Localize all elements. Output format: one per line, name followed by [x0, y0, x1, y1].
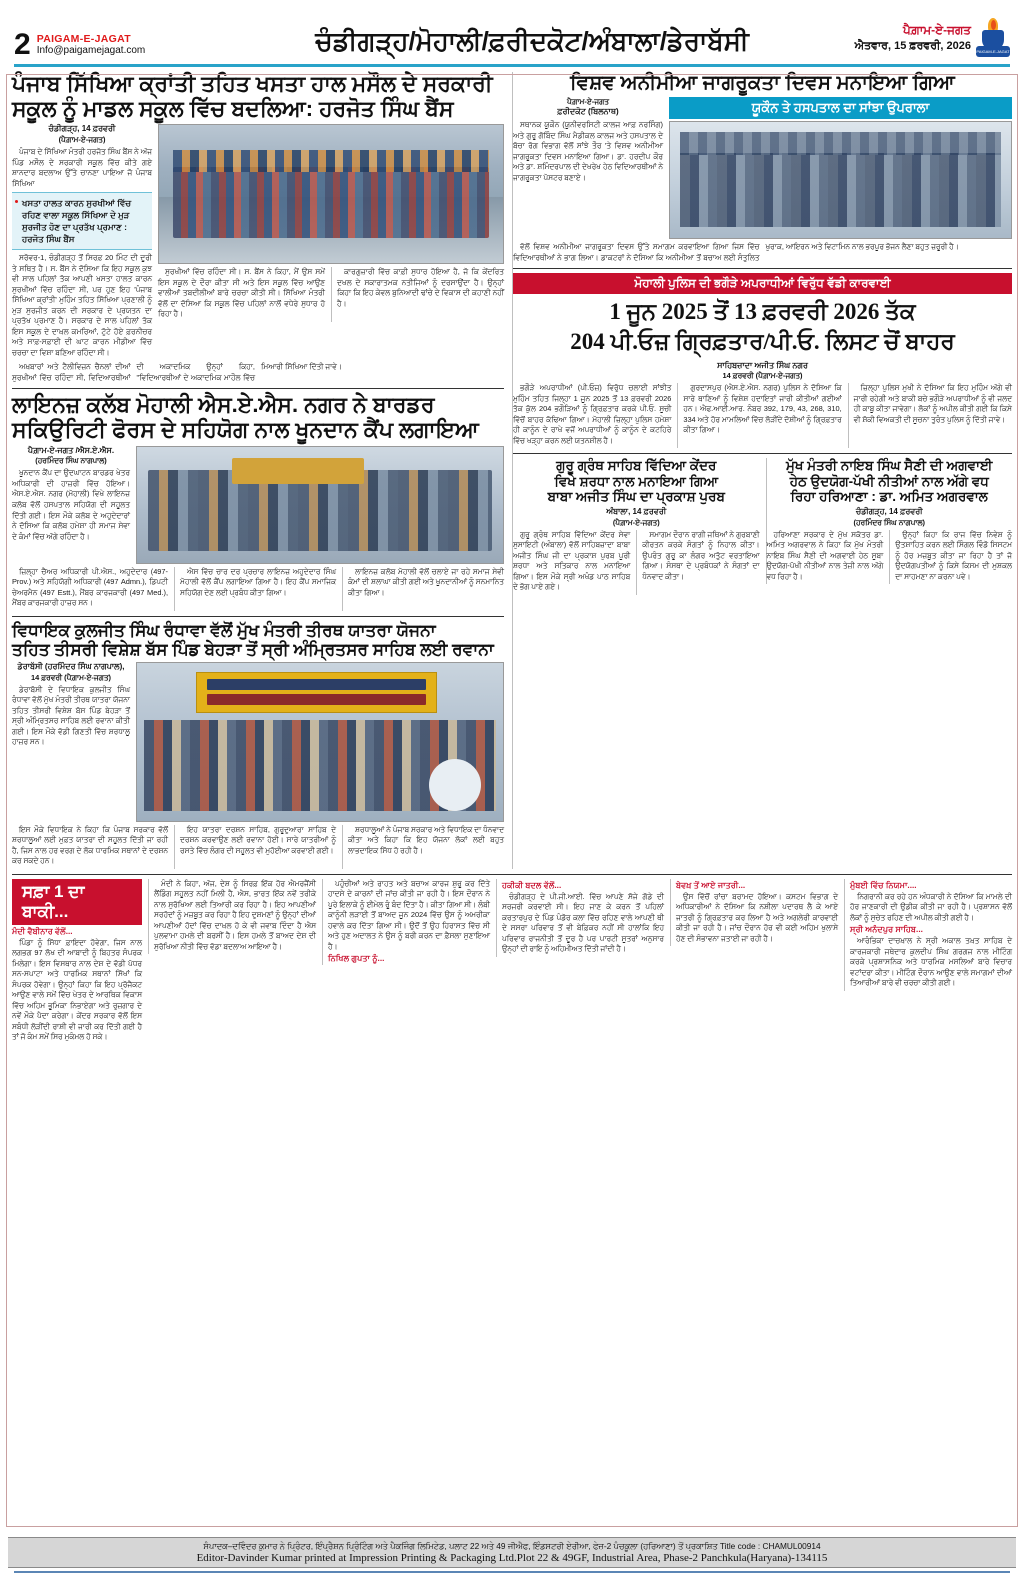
brand-email: Info@paigamejagat.com [36, 44, 146, 56]
story4-body-col1: ਸਥਾਨਕ ਯੂਕੌਨ (ਯੂਨੀਵਰਸਿਟੀ ਕਾਲਜ ਆਫ਼ ਨਰਸਿੰਗ) ਅਤੇ ਗੁਰੂ ਗੋਬਿੰਦ ਸਿੰਘ ਮੈਡੀਕਲ ਕਾਲਜ ਅਤੇ ਹਸਪਤਾਲ ਦੇ ਬੱਚਾ ਰੋਗ ਵਿਭਾਗ ਵੱਲੋਂ ਸਾਂਝੇ ਤੌਰ 'ਤੇ ਵਿਸ਼ਵ ਅਨੀਮੀਆ ਜਾਗਰੂਕਤਾ ਦਿਵਸ ਮਨਾਇਆ ਗਿਆ। ਡਾ. ਹਰਦੀਪ ਕੌਰ ਅਤੇ ਡਾ. ਸ਼ਮਿੰਦਰਪਾਲ ਦੀ ਦੇਖਰੇਖ ਹੇਠ ਵਿਦਿਆਰਥੀਆਂ ਨੇ ਜਾਗਰੂਕਤਾ ਪੋਸਟਰ ਬਣਾਏ। [513, 120, 663, 182]
story1-body-col4: ਅਖ਼ਬਾਰਾਂ ਅਤੇ ਟੈਲੀਵਿਜ਼ਨ ਚੈਨਲਾਂ ਦੀਆਂ ਸੁਰਖੀਆਂ ਵਿੱਚ ਰਹਿੰਦਾ ਸੀ, ਵਿਦਿਆਰਥੀਆਂ ਦੀ ਅਕਾਦਮਿਕ ਉਨ੍ਹਾਂ ਕਿਹਾ, "ਵਿਦਿਆਰਥੀਆਂ ਦੇ ਅਕਾਦਮਿਕ ਮਾਹੌਲ ਵਿੱਚ ਮਿਆਰੀ ਸਿੱਖਿਆ ਦਿੱਤੀ ਜਾਵੇ। [12, 362, 342, 382]
story3-body-col1: ਡੇਰਾਬੱਸੀ ਦੇ ਵਿਧਾਇਕ ਕੁਲਜੀਤ ਸਿੰਘ ਰੰਧਾਵਾ ਵੱਲੋਂ ਮੁੱਖ ਮੰਤਰੀ ਤੀਰਥ ਯਾਤਰਾ ਯੋਜਨਾ ਤਹਿਤ ਤੀਸਰੀ ਵਿਸ਼ੇਸ਼ ਬੱਸ ਪਿੰਡ ਬੇਹੜਾ ਤੋਂ ਸ੍ਰੀ ਅੰਮ੍ਰਿਤਸਰ ਸਾਹਿਬ ਲਈ ਰਵਾਨਾ ਕੀਤੀ ਗਈ। ਇਸ ਮੌਕੇ ਵੱਡੀ ਗਿਣਤੀ ਵਿੱਚ ਸ਼ਰਧਾਲੂ ਹਾਜ਼ਰ ਸਨ। [12, 684, 130, 747]
cont-item-6-text: ਆਰੰਭਿਕਾ ਦਾਚਖ਼ਾਲ ਨੇ ਸ੍ਰੀ ਅਕਾਲ ਤਖ਼ਤ ਸਾਹਿਬ ਦੇ ਕਾਰਜਕਾਰੀ ਜਥੇਦਾਰ ਕੁਲਦੀਪ ਸਿੰਘ ਗਰਗਜ ਨਾਲ ਮੀਟਿੰਗ ਕਰਕੇ ਪ੍ਰਸ਼ਾਸਨਿਕ ਅਤੇ ਧਾਰਮਿਕ ਮਸਲਿਆਂ ਬਾਰੇ ਵਿਚਾਰ ਵਟਾਂਦਰਾ ਕੀਤਾ। ਮੀਟਿੰਗ ਦੌਰਾਨ ਆਉਣ ਵਾਲੇ ਸਮਾਗਮਾਂ ਦੀਆਂ ਤਿਆਰੀਆਂ ਬਾਰੇ ਵੀ ਚਰਚਾ ਕੀਤੀ ਗਈ। [850, 936, 1012, 988]
story1-body-col3: ਕਾਰਗੁਜ਼ਾਰੀ ਵਿੱਚ ਕਾਫ਼ੀ ਸੁਧਾਰ ਹੋਇਆ ਹੈ, ਜੋ ਕਿ ਕੇਂਦਰਿਤ ਦਖਲ ਦੇ ਸਕਾਰਾਤਮਕ ਨਤੀਜਿਆਂ ਨੂੰ ਦਰਸਾਉਂਦਾ ਹੈ। ਉਨ੍ਹਾਂ ਕਿਹਾ ਕਿ ਇਹ ਕੇਵਲ ਬੁਨਿਆਦੀ ਢਾਂਚੇ ਦੇ ਵਿਕਾਸ ਦੀ ਕਹਾਣੀ ਨਹੀਂ ਹੈ। [331, 267, 504, 322]
story3-body-col2: ਇਸ ਮੌਕੇ ਵਿਧਾਇਕ ਨੇ ਕਿਹਾ ਕਿ ਪੰਜਾਬ ਸਰਕਾਰ ਵੱਲੋਂ ਸ਼ਰਧਾਲੂਆਂ ਲਈ ਮੁਫ਼ਤ ਯਾਤਰਾ ਦੀ ਸਹੂਲਤ ਦਿੱਤੀ ਜਾ ਰਹੀ ਹੈ, ਜਿਸ ਨਾਲ ਹਰ ਵਰਗ ਦੇ ਲੋਕ ਧਾਰਮਿਕ ਸਥਾਨਾਂ ਦੇ ਦਰਸ਼ਨ ਕਰ ਸਕਦੇ ਹਨ। [12, 824, 168, 866]
story7-headline-line3: ਰਿਹਾ ਹਰਿਆਣਾ : ਡਾ. ਅਮਿਤ ਅਗਰਵਾਲ [790, 488, 988, 504]
story5-band: ਮੋਹਾਲੀ ਪੁਲਿਸ ਦੀ ਭਗੌੜੇ ਅਪਰਾਧੀਆਂ ਵਿਰੁੱਧ ਵੱਡੀ ਕਾਰਵਾਈ [513, 273, 1012, 294]
story3-body-col3: ਇਹ ਯਾਤਰਾ ਦਰਸ਼ਨ ਸਾਹਿਬ, ਗੁਰੂਦੁਆਰਾ ਸਾਹਿਬ ਦੇ ਦਰਸ਼ਨ ਕਰਵਾਉਣ ਲਈ ਰਵਾਨਾ ਹੋਈ। ਸਾਰੇ ਯਾਤਰੀਆਂ ਨੂੰ ਰਸਤੇ ਵਿੱਚ ਲੰਗਰ ਦੀ ਸਹੂਲਤ ਵੀ ਮੁਹੱਈਆ ਕਰਵਾਈ ਗਈ। [174, 825, 336, 869]
divider-5 [12, 874, 1012, 875]
cont-item-0-text: ਪਿੰਡਾ ਨੂੰ ਸਿੱਧਾ ਫ਼ਾਇਦਾ ਹੋਵੇਗਾ, ਜਿਸ ਨਾਲ ਲਗਭਗ 97 ਲੱਖ ਦੀ ਆਬਾਦੀ ਨੂੰ ਬਿਹਤਰ ਸੰਪਰਕ ਮਿਲੇਗਾ। ਇਸ ਵਿਸਥਾਰ ਨਾਲ ਦੇਸ਼ ਦੇ ਵੱਡੀ ਪੱਧਰ ਸਨ-ਸਪਾਟਾ ਅਤੇ ਧਾਰਮਿਕ ਸਥਾਨਾਂ ਸਿੱਖਾਂ ਕਿ ਸੰਪਰਕ ਹੋਵੇਗਾ। ਉਨ੍ਹਾਂ ਕਿਹਾ ਕਿ ਇਹ ਪ੍ਰੋਜੈਕਟ ਆਉਣ ਵਾਲੇ ਸਮੇਂ ਵਿੱਚ ਖੇਤਰ ਦੇ ਆਰਥਿਕ ਵਿਕਾਸ ਵਿੱਚ ਅਹਿਮ ਭੂਮਿਕਾ ਨਿਭਾਏਗਾ ਅਤੇ ਰੁਜ਼ਗਾਰ ਦੇ ਨਵੇਂ ਮੌਕੇ ਪੈਦਾ ਕਰੇਗਾ। ਕੇਂਦਰ ਸਰਕਾਰ ਵੱਲੋਂ ਇਸ ਸਬੰਧੀ ਲੋੜੀਂਦੀ ਰਾਸ਼ੀ ਵੀ ਜਾਰੀ ਕਰ ਦਿੱਤੀ ਗਈ ਹੈ ਤਾਂ ਜੋ ਕੰਮ ਸਮੇਂ ਸਿਰ ਮੁਕੰਮਲ ਹੋ ਸਕੇ। [12, 937, 142, 1042]
story-punjab-education [12, 72, 504, 383]
story-row-6-7 [513, 458, 1012, 594]
story4-headline: ਵਿਸ਼ਵ ਅਨੀਮੀਆ ਜਾਗਰੂਕਤਾ ਦਿਵਸ ਮਨਾਇਆ ਗਿਆ [570, 72, 955, 94]
masthead-right [760, 18, 1010, 58]
masthead-center [304, 26, 760, 58]
cont-item-3-text: ਚੰਡੀਗੜ੍ਹ ਦੇ ਪੀ.ਜੀ.ਆਈ. ਵਿੱਚ ਆਪਣੇ ਸੱਜੇ ਗੋਡੇ ਦੀ ਸਰਜਰੀ ਕਰਵਾਈ ਸੀ। ਇਹ ਜਾਣ ਕੇ ਕਰਨ ਤੋਂ ਪਹਿਲਾਂ ਕਰਤਾਰਪੁਰ ਦੇ ਪਿੰਡ ਪੰਡੋਰ ਕਲਾ ਵਿੱਚ ਰਹਿਣ ਵਾਲੇ ਆਪਣੀ ਥੀ ਦੇ ਸਸਰਾ ਪਰਿਵਾਰ ਤੋਂ ਵੀ ਬੇਫ਼ਿਕਰ ਨਹੀਂ ਸੀ ਹਾਲਾਂਕਿ ਇਹ ਪਰਿਵਾਰ ਰਾਜਨੀਤੀ ਤੋਂ ਦੂਰ ਹੈ ਪਰ ਪਾਰਟੀ ਸੂਤਰਾਂ ਅਨੁਸਾਰ ਉਨ੍ਹਾਂ ਦੀ ਰਾਇ ਨੂੰ ਅਹਿਮੀਅਤ ਦਿੱਤੀ ਜਾਂਦੀ ਹੈ। [502, 891, 664, 954]
cont-item-1-text: ਮੰਦੀ ਨੇ ਕਿਹਾ, ਅੱਜ, ਦੇਸ਼ ਨੂੰ ਸਿਰਫ਼ ਇੱਕ ਹੋਰ ਐਮਰਜੈਂਸੀ ਲੈਂਡਿੰਗ ਸਹੂਲਤ ਨਹੀਂ ਮਿਲੀ ਹੈ, ਐਸ, ਭਾਰਤ ਇੱਕ ਨਵੇਂ ਤਰੀਕੇ ਨਾਲ ਸੁਰੱਖਿਆ ਲਈ ਤਿਆਰੀ ਕਰ ਰਿਹਾ ਹੈ। ਇਹ ਆਪਣੀਆਂ ਸਰਹੱਦਾਂ ਨੂੰ ਮਜ਼ਬੂਤ ਕਰ ਰਿਹਾ ਹੈ ਇਹ ਦੁਸ਼ਮਣਾਂ ਨੂੰ ਉਨ੍ਹਾਂ ਦੀਆਂ ਆਪਣੀਆਂ ਹੱਦਾਂ ਵਿੱਚ ਦਾਖ਼ਲ ਹੋ ਕੇ ਵੀ ਜਵਾਬ ਦਿੰਦਾ ਹੈ ਐਸ ਪੁਲਵਾਮਾ ਹਮਲੇ ਦੀ ਬਰਸੀਂ ਹੈ। ਇਸ ਹਮਲੇ ਤੋਂ ਬਾਅਦ ਦੇਸ਼ ਦੀ ਸੁਰੱਖਿਆ ਨੀਤੀ ਵਿੱਚ ਵੱਡਾ ਬਦਲਾਅ ਆਇਆ ਹੈ। [154, 878, 316, 951]
story3-dateline-source: 14 ਫ਼ਰਵਰੀ (ਪੈਗ਼ਾਮ-ਏ-ਜਗਤ) [30, 672, 112, 682]
masthead [8, 0, 1016, 62]
story7-headline-line1: ਮੁੱਖ ਮੰਤਰੀ ਨਾਇਬ ਸਿੰਘ ਸੈਣੀ ਦੀ ਅਗਵਾਈ [786, 458, 993, 474]
story2-body-col3: ਐਸ ਵਿੱਚ ਚਾਰ ਦਰ ਪ੍ਰਚਾਰ ਲਾਇਨਜ਼ ਅਹੁਦੇਦਾਰ ਸਿੰਘ ਮੋਹਾਲੀ ਵੱਲੋਂ ਕੈਂਪ ਲਗਾਇਆ ਗਿਆ ਹੈ। ਇਹ ਕੈਂਪ ਸਮਾਜਿਕ ਸਹਿਯੋਗ ਦੇਣ ਲਈ ਪ੍ਰਬੰਧ ਕੀਤਾ ਗਿਆ। [174, 567, 336, 611]
story-haryana-industry-policy [766, 458, 1013, 584]
story-lions-club-blood-camp [12, 393, 504, 610]
story2-photo [136, 446, 504, 564]
story1-body-col2: ਸੁਰਖੀਆਂ ਵਿੱਚ ਰਹਿੰਦਾ ਸੀ। ਸ. ਬੈਂਸ ਨੇ ਕਿਹਾ, ਮੈਂ ਉਸ ਸਮੇਂ ਇਸ ਸਕੂਲ ਦੇ ਦੌਰਾ ਕੀਤਾ ਸੀ ਅਤੇ ਇਸ ਸਕੂਲ ਵਿੱਚ ਆਉਣ ਵਾਲੀਆਂ ਤਬਦੀਲੀਆਂ ਬਾਰੇ ਚਰਚਾ ਕੀਤੀ ਸੀ। ਸਿੱਖਿਆ ਮੰਤਰੀ ਵੱਲੋਂ ਦਾ ਦੱਸਿਆ ਕਿ ਸਕੂਲ ਵਿੱਚ ਪਹਿਲਾਂ ਨਾਲੋਂ ਵਧੇਰੇ ਸੁਧਾਰ ਹੋ ਰਿਹਾ ਹੈ। [158, 267, 325, 319]
edition-line: ਚੰਡੀਗੜ੍ਹ/ਮੋਹਾਲੀ/ਫ਼ਰੀਦਕੋਟ/ਅੰਬਾਲਾ/ਡੇਰਾਬੱਸੀ [315, 26, 749, 56]
story6-headline-line2: ਵਿਖੇ ਸ਼ਰਧਾ ਨਾਲ ਮਨਾਇਆ ਗਿਆ [554, 473, 719, 489]
story5-dateline [513, 361, 1012, 382]
logo-ribbon-text: PAIGAM-E-JAGAT [976, 49, 1010, 54]
story2-body-col4: ਲਾਇਨਜ਼ ਕਲੱਬ ਮੋਹਾਲੀ ਵੱਲੋਂ ਚਲਾਏ ਜਾ ਰਹੇ ਸਮਾਜ ਸੇਵੀ ਕੰਮਾਂ ਦੀ ਸ਼ਲਾਘਾ ਕੀਤੀ ਗਈ ਅਤੇ ਖੂਨਦਾਨੀਆਂ ਨੂੰ ਸਨਮਾਨਿਤ ਕੀਤਾ ਗਿਆ। [342, 567, 504, 611]
cont-item-5-subhead: ਮੁੰਬਈ ਵਿੱਚ ਨਿਯਮਾ.... [850, 880, 917, 890]
story3-headline-line2: ਤਹਿਤ ਤੀਸਰੀ ਵਿਸ਼ੇਸ਼ ਬੱਸ ਪਿੰਡ ਬੇਹੜਾ ਤੋਂ ਸ੍ਰੀ ਅੰਮ੍ਰਿਤਸਰ ਸਾਹਿਬ ਲਈ ਰਵਾਨਾ [12, 639, 494, 659]
story-mohali-police-po-arrests [513, 273, 1012, 448]
story6-dateline [513, 507, 760, 528]
story1-bullet-text: ਖਸਤਾ ਹਾਲਤ ਕਾਰਨ ਸੁਰਖੀਆਂ ਵਿੱਚ ਰਹਿਣ ਵਾਲਾ ਸਕੂਲ ਸਿੱਖਿਆ ਦੇ ਮੁੜ ਸੁਰਜੀਤ ਹੋਣ ਦਾ ਪ੍ਰਤੱਖ ਪ੍ਰਮਾਣ : ਹਰਜੋਤ ਸਿੰਘ ਬੈਂਸ [22, 198, 132, 245]
footer-english: Editor-Davinder Kumar printed at Impression Printing & Packaging Ltd.Plot 22 & 49GF, Industrial Area, Phase-2 Panchkula(Haryana)-134115 [196, 1552, 828, 1564]
story4-body-col2: ਵੱਲੋਂ ਵਿਸ਼ਵ ਅਨੀਮੀਆ ਜਾਗਰੂਕਤਾ ਦਿਵਸ ਉੱਤੇ ਸਮਾਗਮ ਕਰਵਾਇਆ ਗਿਆ ਜਿਸ ਵਿੱਚ ਵਿਦਿਆਰਥੀਆਂ ਨੇ ਭਾਗ ਲਿਆ। ਡਾਕਟਰਾਂ ਨੇ ਦੱਸਿਆ ਕਿ ਅਨੀਮੀਆ ਤੋਂ ਬਚਾਅ ਲਈ ਸੰਤੁਲਿਤ ਖੁਰਾਕ, ਆਇਰਨ ਅਤੇ ਵਿਟਾਮਿਨ ਨਾਲ ਭਰਪੂਰ ਭੋਜਨ ਲੈਣਾ ਬਹੁਤ ਜ਼ਰੂਰੀ ਹੈ। [513, 242, 959, 262]
story1-dateline [12, 124, 152, 145]
story6-body-col1: ਗੁਰੂ ਗ੍ਰੰਥ ਸਾਹਿਬ ਵਿੱਦਿਆ ਕੇਂਦਰ ਸੇਵਾ ਸੁਸਾਇਟੀ (ਅੰਬਾਲਾ) ਵੱਲੋਂ ਸਾਹਿਬਜ਼ਾਦਾ ਬਾਬਾ ਅਜੀਤ ਸਿੰਘ ਜੀ ਦਾ ਪ੍ਰਕਾਸ਼ ਪੁਰਬ ਪੂਰੀ ਸ਼ਰਧਾ ਅਤੇ ਸਤਿਕਾਰ ਨਾਲ ਮਨਾਇਆ ਗਿਆ। ਇਸ ਮੌਕੇ ਸ੍ਰੀ ਅਖੰਡ ਪਾਠ ਸਾਹਿਬ ਦੇ ਭੋਗ ਪਾਏ ਗਏ। [513, 529, 631, 592]
cont-item-2-subhead: ਨਿਖਿਲ ਗੁਪਤਾ ਨੂੰ... [328, 954, 385, 964]
story3-dateline-city: ਡੇਰਾਬੱਸੀ (ਹਰਮਿੰਦਰ ਸਿੰਘ ਨਾਗਪਾਲ), [17, 661, 125, 671]
cont-item-4-subhead: ਬੇਵਖ਼ ਤੋਂ ਆਏ ਜਾਤਰੀ... [676, 880, 746, 890]
story1-highlight-box [12, 192, 152, 250]
story4-band-photo [669, 97, 1012, 239]
story-tirath-yatra-bus [12, 621, 504, 869]
story6-dateline-city: ਅੰਬਾਲਾ, 14 ਫ਼ਰਵਰੀ [606, 506, 667, 516]
story5-big-line1: 1 ਜੂਨ 2025 ਤੋਂ 13 ਫ਼ਰਵਰੀ 2026 ਤੱਕ [609, 299, 916, 325]
story3-dateline [12, 662, 130, 683]
story1-lead: ਪੰਜਾਬ ਦੇ ਸਿੱਖਿਆ ਮੰਤਰੀ ਹਰਜੋਤ ਸਿੰਘ ਬੈਂਸ ਨੇ ਅੱਜ ਪਿੰਡ ਮਸੌਲ ਦੇ ਸਰਕਾਰੀ ਸਕੂਲ ਵਿੱਚ ਕੀਤੇ ਗਏ ਸ਼ਾਨਦਾਰ ਬਦਲਾਅ ਉੱਤੇ ਚਾਨਣਾ ਪਾਇਆ ਜੋ ਪੰਜਾਬ ਸਿੱਖਿਆ [12, 147, 152, 188]
logo-text: ਪੈਗ਼ਾਮ-ਏ-ਜਗਤ [902, 23, 971, 38]
publication-date: ਐਤਵਾਰ, 15 ਫ਼ਰਵਰੀ, 2026 [854, 39, 971, 52]
story5-body-col1: ਭਗੌੜੇ ਅਪਰਾਧੀਆਂ (ਪੀ.ਓਜ਼) ਵਿਰੁੱਧ ਚਲਾਈ ਸਾਂਝੀਤ ਮੁਹਿੰਮ ਤਹਿਤ ਜਿਲ੍ਹਾ 1 ਜੂਨ 2025 ਤੋਂ 13 ਫ਼ਰਵਰੀ 2026 ਤੱਕ ਕੁੱਲ 204 ਭਗੌੜਿਆਂ ਨੂੰ ਗ੍ਰਿਫ਼ਤਾਰ ਕਰਕੇ ਪੀ.ਓ. ਸੂਚੀ ਵਿੱਚੋਂ ਬਾਹਰ ਕੱਢਿਆ ਗਿਆ। ਮੋਹਾਲੀ ਜ਼ਿਲ੍ਹਾ ਪੁਲਿਸ ਹਮੇਸ਼ਾ ਹੀ ਕਾਨੂੰਨ ਦੇ ਰਾਖੇ ਵਜੋਂ ਅਪਰਾਧੀਆਂ ਨੂੰ ਕਾਨੂੰਨ ਦੇ ਕਟਹਿਰੇ ਵਿੱਚ ਖੜ੍ਹਾ ਕਰਨ ਲਈ ਯਤਨਸ਼ੀਲ ਹੈ। [513, 383, 672, 445]
story5-dateline-city: ਸਾਹਿਬਜ਼ਾਦਾ ਅਜੀਤ ਸਿੰਘ ਨਗਰ [717, 360, 808, 370]
story7-body-col1: ਹਰਿਆਣਾ ਸਰਕਾਰ ਦੇ ਮੁੱਖ ਸਕੱਤਰ ਡਾ. ਅਮਿਤ ਅਗਰਵਾਲ ਨੇ ਕਿਹਾ ਕਿ ਮੁੱਖ ਮੰਤਰੀ ਨਾਇਬ ਸਿੰਘ ਸੈਣੀ ਦੀ ਅਗਵਾਈ ਹੇਠ ਸੂਬਾ ਉਦਯੋਗ-ਪੱਖੀ ਨੀਤੀਆਂ ਨਾਲ ਤੇਜ਼ੀ ਨਾਲ ਅੱਗੇ ਵਧ ਰਿਹਾ ਹੈ। [766, 529, 884, 581]
cont-item-6-subhead: ਸ੍ਰੀ ਅਨੰਦਪੁਰ ਸਾਹਿਬ... [850, 925, 923, 935]
brand-name: PAIGAM-E-JAGAT [36, 32, 131, 45]
story2-body-col1: ਖੂਨਦਾਨ ਕੈਂਪ ਦਾ ਉਦਘਾਟਨ ਬਾਰਡਰ ਖੇਤਰ ਅਧਿਕਾਰੀ ਦੀ ਹਾਜ਼ਰੀ ਵਿੱਚ ਹੋਇਆ। ਐਸ.ਏ.ਐਸ. ਨਗਰ (ਮੋਹਾਲੀ) ਵਿਖੇ ਲਾਇਨਜ਼ ਕਲੱਬ ਵੱਲੋਂ ਹਸਪਤਾਲ ਸਹਿਯੋਗ ਦੀ ਸਹੂਲਤ ਦਿੱਤੀ ਗਈ। ਇਸ ਮੌਕੇ ਕਲੱਬ ਦੇ ਅਹੁਦੇਦਾਰਾਂ ਨੇ ਦੱਸਿਆ ਕਿ ਕਲੱਬ ਹਮੇਸ਼ਾ ਹੀ ਸਮਾਜ ਸੇਵਾ ਦੇ ਕੰਮਾਂ ਵਿੱਚ ਅੱਗੇ ਰਹਿੰਦਾ ਹੈ। [12, 468, 130, 541]
continuation-col-2 [148, 879, 316, 955]
story4-subband: ਯੂਕੌਨ ਤੇ ਹਸਪਤਾਲ ਦਾ ਸਾਂਝਾ ਉਪਰਾਲਾ [669, 97, 1012, 119]
story3-headline-line1: ਵਿਧਾਇਕ ਕੁਲਜੀਤ ਸਿੰਘ ਰੰਧਾਵਾ ਵੱਲੋਂ ਮੁੱਖ ਮੰਤਰੀ ਤੀਰਥ ਯਾਤਰਾ ਯੋਜਨਾ [12, 620, 436, 640]
story3-photo-wrap [136, 662, 504, 822]
footer [8, 1537, 1016, 1573]
continuation-col-3 [322, 879, 490, 966]
story5-body-col2: ਗੁਰਦਾਸਪੁਰ (ਐਸ.ਏ.ਐਸ. ਨਗਰ) ਪੁਲਿਸ ਨੇ ਦੱਸਿਆ ਕਿ ਸਾਰੇ ਥਾਣਿਆਂ ਨੂੰ ਵਿਸ਼ੇਸ਼ ਹਦਾਇਤਾਂ ਜਾਰੀ ਕੀਤੀਆਂ ਗਈਆਂ ਹਨ। ਐਫ.ਆਈ.ਆਰ. ਨੰਬਰ 392, 179, 43, 268, 310, 334 ਅਤੇ ਹੋਰ ਮਾਮਲਿਆਂ ਵਿੱਚ ਲੋੜੀਂਦੇ ਦੋਸ਼ੀਆਂ ਨੂੰ ਗ੍ਰਿਫ਼ਤਾਰ ਕੀਤਾ ਗਿਆ। [677, 383, 841, 448]
story4-photo [669, 121, 1012, 239]
story7-headline-line2: ਹੇਠ ਉਦਯੋਗ-ਪੱਖੀ ਨੀਤੀਆਂ ਨਾਲ ਅੱਗੇ ਵਧ [789, 473, 989, 489]
cont-item-4-text: ਉਸ ਵਿੱਚੋਂ ਰਾਂਚਾ ਬਰਾਮਦ ਹੋਇਆ। ਕਸਟਮ ਵਿਭਾਗ ਦੇ ਅਧਿਕਾਰੀਆਂ ਨੇ ਦੱਸਿਆ ਕਿ ਨਸ਼ੀਲਾ ਪਦਾਰਥ ਲੈ ਕੇ ਆਏ ਜਾਤਰੀ ਨੂੰ ਗ੍ਰਿਫ਼ਤਾਰ ਕਰ ਲਿਆ ਹੈ ਅਤੇ ਅਗਲੇਰੀ ਕਾਰਵਾਈ ਕੀਤੀ ਜਾ ਰਹੀ ਹੈ। ਜਾਂਚ ਦੌਰਾਨ ਹੋਰ ਵੀ ਕਈ ਅਹਿਮ ਖੁਲਾਸੇ ਹੋਣ ਦੀ ਸੰਭਾਵਨਾ ਜਤਾਈ ਜਾ ਰਹੀ ਹੈ। [676, 891, 838, 943]
masthead-brand [37, 33, 146, 57]
divider-1 [12, 388, 504, 389]
continuation-col-4 [496, 879, 664, 957]
right-half [512, 72, 1012, 869]
story1-headline-line2: ਸਕੂਲ ਨੂੰ ਮਾਡਲ ਸਕੂਲ ਵਿੱਚ ਬਦਲਿਆ: ਹਰਜੋਤ ਸਿੰਘ ਬੈਂਸ [12, 95, 454, 121]
story6-headline-line3: ਬਾਬਾ ਅਜੀਤ ਸਿੰਘ ਦਾ ਪ੍ਰਕਾਸ਼ ਪੁਰਬ [547, 488, 725, 504]
story4-dateline-source: ਪੈਗ਼ਾਮ-ਏ-ਜਗਤ [567, 97, 609, 107]
divider-3 [513, 268, 1012, 269]
continuation-tag: ਸਫ਼ਾ 1 ਦਾ ਬਾਕੀ... [12, 879, 142, 925]
story5-dateline-source: 14 ਫ਼ਰਵਰੀ (ਪੈਗ਼ਾਮ-ਏ-ਜਗਤ) [722, 371, 803, 381]
story-anemia-awareness-day [513, 72, 1012, 263]
story1-dateline-city: ਚੰਡੀਗੜ੍ਹ, 14 ਫ਼ਰਵਰੀ [48, 124, 116, 134]
story3-body-col4: ਸ਼ਰਧਾਲੂਆਂ ਨੇ ਪੰਜਾਬ ਸਰਕਾਰ ਅਤੇ ਵਿਧਾਇਕ ਦਾ ਧੰਨਵਾਦ ਕੀਤਾ ਅਤੇ ਕਿਹਾ ਕਿ ਇਹ ਯੋਜਨਾ ਲੋਕਾਂ ਲਈ ਬਹੁਤ ਲਾਭਦਾਇਕ ਸਿੱਧ ਹੋ ਰਹੀ ਹੈ। [342, 825, 504, 869]
story1-headline-line1: ਪੰਜਾਬ ਸਿੱਖਿਆ ਕ੍ਰਾਂਤੀ ਤਹਿਤ ਖਸਤਾ ਹਾਲ ਮਸੌਲ ਦੇ ਸਰਕਾਰੀ [12, 71, 493, 96]
story2-photo-wrap [136, 446, 504, 564]
cont-item-0-subhead: ਮੰਦੀ ਵੈਬੀਨਾਰ ਵੱਲੋਂ... [12, 926, 73, 936]
continuation-col-6 [844, 879, 1012, 991]
story1-photo [158, 124, 504, 264]
story7-body-col2: ਉਨ੍ਹਾਂ ਕਿਹਾ ਕਿ ਰਾਜ ਵਿੱਚ ਨਿਵੇਸ਼ ਨੂੰ ਉਤਸ਼ਾਹਿਤ ਕਰਨ ਲਈ ਸਿੰਗਲ ਵਿੰਡੋ ਸਿਸਟਮ ਨੂੰ ਹੋਰ ਮਜ਼ਬੂਤ ਕੀਤਾ ਜਾ ਰਿਹਾ ਹੈ ਤਾਂ ਜੋ ਉਦਯੋਗਪਤੀਆਂ ਨੂੰ ਕਿਸੇ ਕਿਸਮ ਦੀ ਮੁਸ਼ਕਲ ਦਾ ਸਾਹਮਣਾ ਨਾ ਕਰਨਾ ਪਵੇ। [889, 530, 1012, 585]
left-half [12, 72, 504, 869]
story5-body-col3: ਜ਼ਿਲ੍ਹਾ ਪੁਲਿਸ ਮੁਖੀ ਨੇ ਦੱਸਿਆ ਕਿ ਇਹ ਮੁਹਿੰਮ ਅੱਗੇ ਵੀ ਜਾਰੀ ਰਹੇਗੀ ਅਤੇ ਬਾਕੀ ਬਚੇ ਭਗੌੜੇ ਅਪਰਾਧੀਆਂ ਨੂੰ ਵੀ ਜਲਦ ਹੀ ਕਾਬੂ ਕੀਤਾ ਜਾਵੇਗਾ। ਲੋਕਾਂ ਨੂੰ ਅਪੀਲ ਕੀਤੀ ਗਈ ਕਿ ਕਿਸੇ ਵੀ ਸ਼ੱਕੀ ਵਿਅਕਤੀ ਦੀ ਸੂਚਨਾ ਤੁਰੰਤ ਪੁਲਿਸ ਨੂੰ ਦਿੱਤੀ ਜਾਵੇ। [848, 383, 1012, 448]
story1-col-1 [12, 124, 152, 360]
story3-photo [136, 662, 504, 822]
cont-item-3-subhead: ਹਕੀਕੀ ਬਦਲ ਵੱਲੋਂ... [502, 880, 562, 890]
page-number: 2 [14, 28, 31, 61]
story4-col-1 [513, 97, 663, 185]
story3-col-1 [12, 662, 130, 750]
footer-punjabi: ਸੰਪਾਦਕ–ਦਵਿੰਦਰ ਕੁਮਾਰ ਨੇ ਪ੍ਰਿੰਟਰ, ਇੰਪ੍ਰੈਸ਼ਨ ਪ੍ਰਿੰਟਿੰਗ ਅਤੇ ਪੈਕਜਿੰਗ ਲਿਮਿਟੇਡ, ਪਲਾਟ 22 ਅਤੇ 49 ਜੀਐਫ, ਇੰਡਸਟਰੀ ਏਰੀਆ, ਫੇਜ਼-2 ਪੰਚਕੂਲਾ (ਹਰਿਆਣਾ) ਤੋਂ ਪ੍ਰਕਾਸ਼ਿਤ Title code : CHAMUL00914 [203, 1541, 821, 1551]
story2-dateline [12, 446, 130, 467]
story2-headline-line1: ਲਾਇਨਜ਼ ਕਲੱਬ ਮੋਹਾਲੀ ਐਸ.ਏ.ਐਸ. ਨਗਰ ਨੇ ਬਾਰਡਰ [12, 392, 435, 418]
story2-col-1 [12, 446, 130, 544]
story-baba-ajit-singh-prakash-purab [513, 458, 760, 594]
story6-body-col2: ਸਮਾਗਮ ਦੌਰਾਨ ਰਾਗੀ ਜਥਿਆਂ ਨੇ ਗੁਰਬਾਣੀ ਕੀਰਤਨ ਕਰਕੇ ਸੰਗਤਾਂ ਨੂੰ ਨਿਹਾਲ ਕੀਤਾ। ਉਪਰੰਤ ਗੁਰੂ ਕਾ ਲੰਗਰ ਅਤੁੱਟ ਵਰਤਾਇਆ ਗਿਆ। ਸੰਸਥਾ ਦੇ ਪ੍ਰਬੰਧਕਾਂ ਨੇ ਸੰਗਤਾਂ ਦਾ ਧੰਨਵਾਦ ਕੀਤਾ। [636, 530, 759, 595]
cont-item-2-text-a: ਪਹੁੰਚੀਆਂ ਅਤੇ ਰਾਹਤ ਅਤੇ ਬਚਾਅ ਕਾਰਜ ਸ਼ੁਰੂ ਕਰ ਦਿੱਤੇ ਹਾਦਸੇ ਦੇ ਕਾਰਨਾਂ ਦੀ ਜਾਂਚ ਕੀਤੀ ਜਾ ਰਹੀ ਹੈ। ਇਸ ਦੌਰਾਨ ਨੇ ਪੂਰੇ ਇਲਾਕੇ ਨੂੰ ਈਮੇਲ ਰੂੰ ਬੰਦ ਦਿੱਤਾ ਹੈ। ਕੀਤਾ ਗਿਆ ਸੀ। ਲੰਬੀ ਕਾਨੂੰਨੀ ਲੜਾਈ ਤੋਂ ਬਾਅਦ ਜੂਨ 2024 ਵਿੱਚ ਉਸ ਨੂੰ ਅਮਰੀਕਾ ਹਵਾਲੇ ਕਰ ਦਿੱਤਾ ਗਿਆ ਸੀ। ਉਦੋਂ ਤੋਂ ਉਹ ਹਿਰਾਸਤ ਵਿੱਚ ਸੀ ਅਤੇ ਹੁਣ ਅਦਾਲਤ ਨੇ ਉਸ ਨੂੰ ਬਰੀ ਕਰਨ ਦਾ ਫ਼ੈਸਲਾ ਸੁਣਾਇਆ ਹੈ। [328, 878, 490, 951]
story2-dateline-source: (ਹਰਮਿੰਦਰ ਸਿੰਘ ਨਾਗਪਾਲ) [35, 456, 107, 466]
story2-headline-line2: ਸਕਿਉਰਿਟੀ ਫੋਰਸ ਦੇ ਸਹਿਯੋਗ ਨਾਲ ਖੂਨਦਾਨ ਕੈਂਪ ਲਗਾਇਆ [12, 417, 479, 443]
story7-dateline [767, 507, 1013, 528]
story7-dateline-source: (ਹਰਮਿੰਦਰ ਸਿੰਘ ਨਾਗਪਾਲ) [853, 517, 925, 527]
continuation-col-1 [12, 879, 142, 1045]
story1-dateline-source: (ਪੈਗ਼ਾਮ-ਏ-ਜਗਤ) [58, 135, 106, 145]
story2-dateline-city: ਪੈਗ਼ਾਮ-ਏ-ਜਗਤ /ਐਸ.ਏ.ਐਸ. [27, 445, 115, 455]
story7-dateline-city: ਚੰਡੀਗੜ੍ਹ, 14 ਫ਼ਰਵਰੀ [855, 506, 923, 516]
story1-body-col1: ਸਰੋਵਰ-1, ਚੰਡੀਗੜ੍ਹ ਤੋਂ ਸਿਰਫ਼ 20 ਮਿੰਟ ਦੀ ਦੂਰੀ ਤੇ ਸਥਿਤ ਹੈ। ਸ. ਬੈਂਸ ਨੇ ਦੱਸਿਆ ਕਿ ਇਹ ਸਕੂਲ ਕੁਝ ਵੀ ਸਾਲ ਪਹਿਲਾਂ ਤੱਕ ਆਪਣੀ ਖਸਤਾ ਹਾਲਤ ਕਾਰਨ ਸੁਰਖੀਆਂ ਵਿੱਚ ਰਹਿੰਦਾ ਸੀ, ਪਰ ਹੁਣ ਇਹ 'ਪੰਜਾਬ ਸਿੱਖਿਆ ਕ੍ਰਾਂਤੀ' ਮੁਹਿੰਮ ਤਹਿਤ ਸਿੱਖਿਆ ਪ੍ਰਣਾਲੀ ਨੂੰ ਮੁੜ ਸੁਰਜੀਤ ਕਰਨ ਦੀ ਸਰਕਾਰ ਦੇ ਪ੍ਰਯਤਨ ਦਾ ਪ੍ਰਤੱਖ ਪ੍ਰਮਾਣ ਹੈ। ਸਰਕਾਰ ਦੇ ਸਾਲ ਪਹਿਲਾਂ ਤੱਕ ਇਸ ਸਕੂਲ ਦੇ ਦਾਖ਼ਲ ਕਮਰਿਆਂ, ਟੁੱਟੇ ਹੋਏ ਫ਼ਰਨੀਚਰ ਅਤੇ ਸਾਫ਼-ਸਫ਼ਾਈ ਦੀ ਘਾਟ ਕਾਰਨ ਮੀਡੀਆ ਵਿੱਚ ਚਰਚਾ ਦਾ ਵਿਸ਼ਾ ਬਣਿਆ ਰਹਿੰਦਾ ਸੀ। [12, 253, 152, 357]
divider-2 [12, 616, 504, 617]
story6-headline-line1: ਗੁਰੂ ਗ੍ਰੰਥ ਸਾਹਿਬ ਵਿੱਦਿਆ ਕੇਂਦਰ [556, 458, 717, 474]
cont-item-5-text: ਨਿਗਰਾਨੀ ਕਰ ਰਹੇ ਹਨ ਅੰਧਕਾਰੀ ਨੇ ਦੱਸਿਆ ਕਿ ਮਾਮਲੇ ਦੀ ਹੋਰ ਜਾਣਕਾਰੀ ਦੀ ਉਡੀਕ ਕੀਤੀ ਜਾ ਰਹੀ ਹੈ। ਪ੍ਰਸ਼ਾਸਨ ਵੱਲੋਂ ਲੋਕਾਂ ਨੂੰ ਸੁਚੇਤ ਰਹਿਣ ਦੀ ਅਪੀਲ ਕੀਤੀ ਗਈ ਹੈ। [850, 891, 1012, 922]
footer-rule [14, 1571, 1010, 1573]
story4-dateline [513, 97, 663, 118]
story4-dateline-city: ਫ਼ਰੀਦਕੋਟ (ਬਿਲਨਾਥ) [557, 107, 619, 117]
divider-4 [513, 453, 1012, 454]
continuation-section [8, 874, 1016, 1045]
continuation-col-5 [670, 879, 838, 947]
story2-body-col2: ਜ਼ਿਲ੍ਹਾ ਚੈਅਰ ਅਧਿਕਾਰੀ ਪੀ.ਐਸ., ਅਹੁਦੇਦਾਰ (497-Prov.) ਅਤੇ ਸਹਿਯੋਗੀ ਅਧਿਕਾਰੀ (497 Admn.), ਡਿਪਟੀ ਚੇਅਰਮੈਨ (497 Estt.), ਮੈਂਬਰ ਕਾਰਜਕਾਰੀ (497 Med.), ਮੈਂਬਰ ਕਾਰਜਕਾਰੀ ਹਾਜ਼ਰ ਸਨ। [12, 566, 168, 608]
story6-dateline-source: (ਪੈਗ਼ਾਮ-ਏ-ਜਗਤ) [612, 517, 660, 527]
story5-big-line2: 204 ਪੀ.ਓਜ਼ ਗ੍ਰਿਫ਼ਤਾਰ/ਪੀ.ਓ. ਲਿਸਟ ਚੋਂ ਬਾਹਰ [570, 329, 955, 355]
story1-photo-and-cols [158, 124, 504, 322]
masthead-left [14, 28, 304, 61]
torch-logo-icon [976, 18, 1010, 58]
bullet-dot-icon [15, 200, 18, 203]
